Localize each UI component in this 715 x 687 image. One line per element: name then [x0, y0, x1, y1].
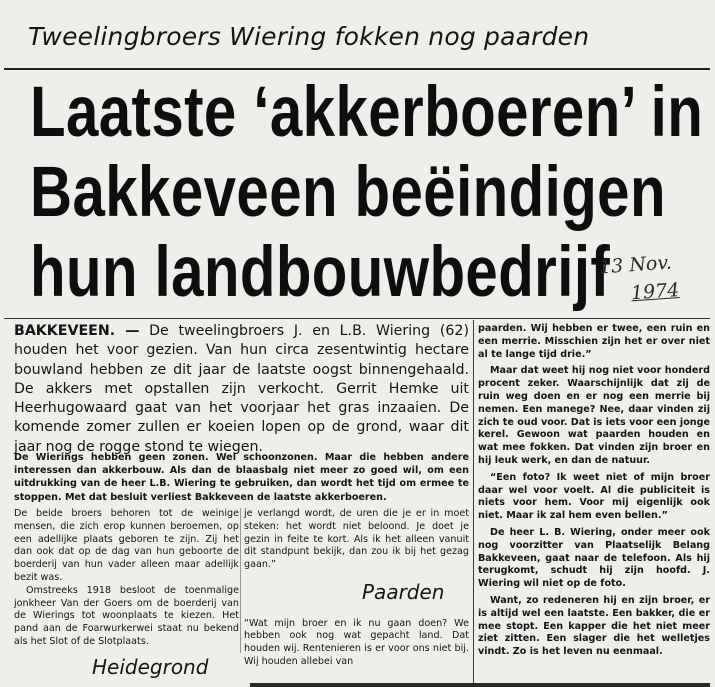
column-1 — [14, 508, 239, 649]
column-2-continued — [244, 608, 469, 678]
subhead-paarden: Paarden — [362, 580, 445, 604]
col2-paragraph-2: “Wat mijn broer en ik nu gaan doen? We hebben ook nog wat gepacht land. Dat houden wij. Rentenieren is er voor ons niet bij. Wij houden allebei van — [244, 617, 469, 667]
column-divider-right — [473, 320, 474, 687]
col3-paragraph-5: Want, zo redeneren hij en zijn broer, er is altijd wel een laatste. Een bakker, die er mee stopt. Een kapper die het niet meer ziet zitten. Een slager die het welletjes vindt. Zo is het leven nu eenmaal. — [478, 594, 710, 658]
col1-paragraph-1: De beide broers behoren tot de weinige mensen, die zich erop kunnen beroemen, op een adellijke plaats geboren te zijn. Zij het dan ook dat op de dag van hun geboorte de boerderij van hun vader alleen maar adellijk bezit was. — [14, 508, 239, 583]
handwritten-date — [598, 247, 702, 310]
handwritten-day-month: 13 Nov. — [598, 251, 673, 279]
kicker-headline: Tweelingbroers Wiering fokken nog paarden — [28, 22, 590, 51]
dateline: BAKKEVEEN. — — [14, 323, 140, 339]
subhead-heidegrond: Heidegrond — [92, 655, 209, 679]
headline-line-3: hun landbouwbedrijf — [30, 233, 611, 312]
column-3 — [478, 323, 710, 659]
column-divider-left — [240, 508, 241, 653]
handwritten-year: 1974 — [630, 279, 681, 305]
lede-paragraph — [14, 322, 469, 457]
col3-paragraph-3: “Een foto? Ik weet niet of mijn broer daar wel voor voelt. Al die publiciteit is niets voor hem. Voor mij eigenlijk ook niet. Maar ik zal hem even bellen.” — [478, 471, 710, 522]
intro-bold-paragraph: De Wierings hebben geen zonen. Wel schoonzonen. Maar die hebben andere interessen dan akkerbouw. Als dan de blaasbalg niet meer zo goed wil, om een uitdrukking van de heer L.B. Wiering te gebruiken, dan wordt het tijd om ermee te stoppen. Met dat besluit verliest Bakkeveen de laatste akkerboeren. — [14, 452, 469, 503]
lede-text: De tweelingbroers J. en L.B. Wiering (62) houden het voor gezien. Van hun circa zesentwintig hectare bouwland hebben ze dit jaar de laatste oogst binnengehaald. De akkers met opstallen zijn verkocht. Gerrit Hemke uit Heerhugowaard gaat van het voorjaar het gras inzaaien. De komende zomer zullen er koeien lopen op de grond, waar dit jaar nog de rogge stond te wiegen. — [14, 323, 469, 455]
headline-line-2: Bakkeveen beëindigen — [30, 153, 666, 232]
col1-paragraph-2: Omstreeks 1918 besloot de toenmalige jonkheer Van der Goers om de boerderij van de Wierings tot woonplaats te kiezen. Het pand aan de Foarwurkerwei staat nu bekend als het Slot of de Slotplaats. — [14, 584, 239, 647]
bottom-bar — [250, 683, 710, 687]
top-rule — [4, 68, 710, 70]
column-2 — [244, 508, 469, 572]
headline-line-1: Laatste ‘akkerboeren’ in — [30, 73, 704, 152]
col2-paragraph-1: je verlangd wordt, de uren die je er in moet steken: het wordt niet beloond. Je doet je gezin in feite te kort. Als ik het alleen vanuit dit standpunt bekijk, dan zou ik bij het gezag gaan.” — [244, 508, 469, 571]
headline-rule — [4, 318, 710, 319]
col3-paragraph-1: paarden. Wij hebben er twee, een ruin en een merrie. Misschien zijn het er over niet al te lange tijd drie.” — [478, 323, 710, 360]
col3-paragraph-2: Maar dat weet hij nog niet voor honderd procent zeker. Waarschijnlijk dat zij de ruin weg doen en er nog een merrie bij nemen. Een manege? Nee, daar vinden zij zich te oud voor. Dat is iets voor een jonge kerel. Gewoon wat paarden houden en wat mee fokken. Dat vinden zijn broer en hij leuk werk, en dan de natuur. — [478, 365, 710, 466]
col3-paragraph-4: De heer L. B. Wiering, onder meer ook nog voorzitter van Plaatselijk Belang Bakkeveen, gaat naar de telefoon. Als hij terugkomt, schudt hij zijn hoofd. J. Wiering wil niet op de foto. — [478, 526, 710, 590]
